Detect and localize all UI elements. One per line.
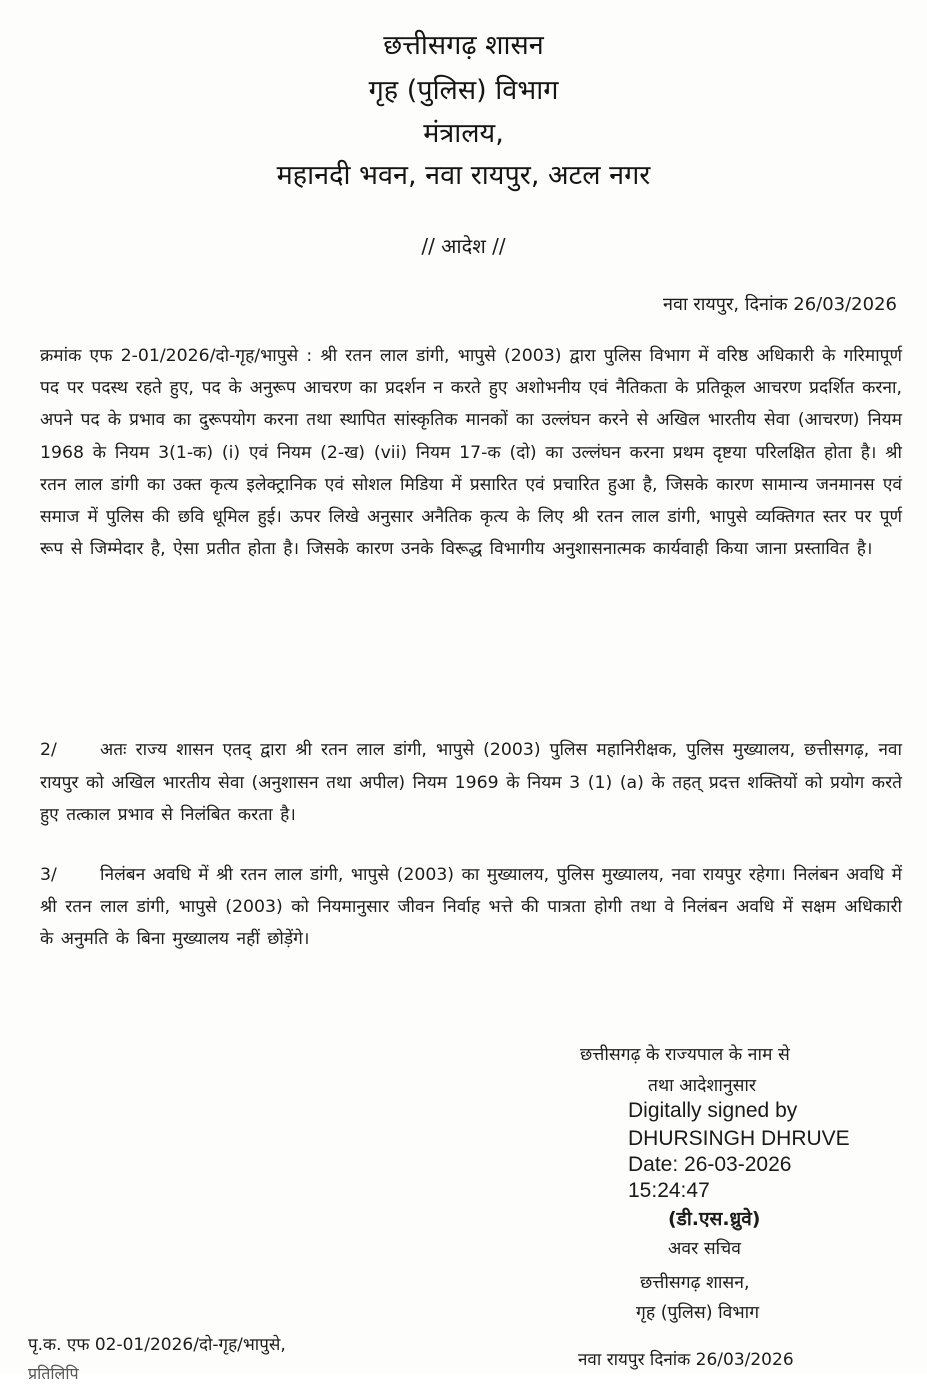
- paragraph-1: क्रमांक एफ 2-01/2026/दो-गृह/भापुसे : श्री रतन लाल डांगी, भापुसे (2003) द्वारा पुलिस विभाग में वरिष्ठ अधिकारी के गरिमापूर्ण पद पर पदस्थ रहते हुए, पद के अनुरूप आचरण का प्रदर्शन न करते हुए अशोभनीय एवं नैतिकता के प्रतिकूल आचरण प्रदर्शित करना, अपने पद के प्रभाव का दुरूपयोग करना तथा स्थापित सांस्कृतिक मानकों का उल्लंघन करने से अखिल भारतीय सेवा (आचरण) नियम 1968 के नियम 3(1-क) (i) एवं नियम (2-ख) (vii) नियम 17-क (दो) का उल्लंघन करना प्रथम दृष्टया परिलक्षित होता है। श्री रतन लाल डांगी का उक्त कृत्य इलेक्ट्रानिक एवं सोशल मिडिया में प्रसारित एवं प्रचारित हुआ है, जिसके कारण सामान्य जनमानस एवं समाज में पुलिस की छवि धूमिल हुई। ऊपर लिखे अनुसार अनैतिक कृत्य के लिए श्री रतन लाल डांगी, भापुसे व्यक्तिगत स्तर पर पूर्ण रूप से जिम्मेदार है, ऐसा प्रतीत होता है। जिसके कारण उनके विरूद्ध विभागीय अनुशासनात्मक कार्यवाही किया जाना प्रस्तावित है।: [40, 346, 902, 560]
- signatory-name: (डी.एस.ध्रुवे): [668, 1208, 761, 1230]
- header-address: महानदी भवन, नवा रायपुर, अटल नगर: [276, 160, 651, 191]
- header-ministry: मंत्रालय,: [423, 118, 504, 149]
- paragraph-2-number: 2/: [40, 740, 57, 760]
- paragraph-2: [40, 734, 902, 832]
- header-government: छत्तीसगढ़ शासन: [383, 30, 544, 61]
- paragraph-3-text: निलंबन अवधि में श्री रतन लाल डांगी, भापुसे (2003) का मुख्यालय, पुलिस मुख्यालय, नवा रायपुर रहेगा। निलंबन अवधि में श्री रतन लाल डांगी, भापुसे (2003) को नियमानुसार जीवन निर्वाह भत्ते की पात्रता होगी तथा वे निलंबन अवधि में सक्षम अधिकारी के अनुमति के बिना मुख्यालय नहीं छोड़ेंगे।: [40, 865, 902, 949]
- copy-to-label: प्रतिलिपि: [28, 1364, 79, 1383]
- signatory-department: गृह (पुलिस) विभाग: [636, 1303, 760, 1323]
- digital-signature-label: Digitally signed by: [628, 1099, 798, 1122]
- endorsement-number: पृ.क. एफ 02-01/2026/दो-गृह/भापुसे,: [28, 1335, 286, 1355]
- signature-authority-line: छत्तीसगढ़ के राज्यपाल के नाम से: [580, 1045, 790, 1065]
- paragraph-2-text: अतः राज्य शासन एतद् द्वारा श्री रतन लाल डांगी, भापुसे (2003) पुलिस महानिरीक्षक, पुलिस मुख्यालय, छत्तीसगढ़, नवा रायपुर को अखिल भारतीय सेवा (अनुशासन तथा अपील) नियम 1969 के नियम 3 (1) (a) के तहत् प्रदत्त शक्तियों को प्रयोग करते हुए तत्काल प्रभाव से निलंबित करता है।: [40, 740, 902, 825]
- digital-signature-name: DHURSINGH DHRUVE: [628, 1127, 850, 1150]
- order-dateline: नवा रायपुर, दिनांक 26/03/2026: [662, 294, 897, 315]
- header-department: गृह (पुलिस) विभाग: [368, 75, 559, 106]
- signatory-designation: अवर सचिव: [668, 1239, 742, 1259]
- signature-order-line: तथा आदेशानुसार: [648, 1076, 757, 1096]
- order-title: // आदेश //: [421, 234, 506, 258]
- digital-signature-time: 15:24:47: [628, 1179, 710, 1202]
- endorsement-place-date: नवा रायपुर दिनांक 26/03/2026: [578, 1350, 794, 1370]
- signatory-office: छत्तीसगढ़ शासन,: [640, 1273, 750, 1293]
- digital-signature-date: Date: 26-03-2026: [628, 1153, 792, 1176]
- paragraph-3-number: 3/: [40, 865, 57, 885]
- paragraph-3: [40, 859, 902, 955]
